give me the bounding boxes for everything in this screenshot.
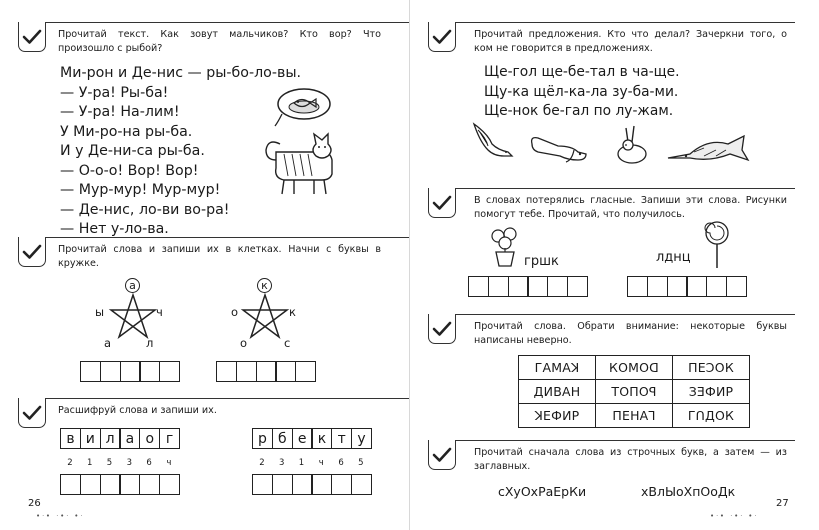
sentences <box>484 63 680 122</box>
task-header <box>410 440 795 478</box>
table-cell: ПЕНАꓶ <box>596 404 673 428</box>
paw-prints: •ᐧ• ᐧ•ᐧ •ᐧ <box>36 512 85 520</box>
missing-vowels-word: лднц <box>656 250 691 265</box>
table-cell: ПЕꓛОК <box>673 356 750 380</box>
missing-vowels-word: гршк <box>524 254 559 269</box>
puppy-illustration <box>528 132 590 166</box>
sentence: Ще-нок бе-гал по лу-жам. <box>484 103 674 119</box>
cipher-digit: 6 <box>146 458 152 468</box>
answer-cells[interactable] <box>627 276 746 297</box>
right-page <box>410 0 819 530</box>
lollipop-icon <box>703 220 731 270</box>
answer-cells[interactable] <box>60 474 179 495</box>
star-letter: о <box>240 336 248 350</box>
task-instruction: Прочитай слова и запиши их в клетках. Начни с буквы в кружке. <box>58 244 381 269</box>
answer-cells[interactable] <box>468 276 587 297</box>
page-number: 27 <box>776 498 789 509</box>
cipher-digit: 3 <box>278 458 285 468</box>
task-instruction: В словах потерялись гласные. Запиши эти слова. Рисунки помогут тебе. Прочитай, что получилось. <box>474 195 787 220</box>
star-letter: ч <box>156 305 163 319</box>
page-number: 26 <box>28 498 41 509</box>
cipher-letter: т <box>331 428 352 449</box>
star-letter: о <box>231 305 239 319</box>
answer-cells[interactable] <box>216 361 315 382</box>
checkmark-icon <box>18 398 46 428</box>
left-page <box>0 0 409 530</box>
cipher-digit: 3 <box>126 458 132 468</box>
cipher-letter: л <box>100 428 121 449</box>
bird-illustration <box>468 120 516 162</box>
cipher-letter: у <box>351 428 372 449</box>
poem-line: — О-о-о! Вор! Вор! <box>60 162 199 179</box>
poem-line: — У-ра! Ры-ба! <box>60 84 169 101</box>
cipher-letter: б <box>272 428 293 449</box>
checkmark-icon <box>428 22 456 52</box>
start-letter-circle: а <box>125 278 140 293</box>
rabbit-illustration <box>610 124 650 166</box>
star-letter: ы <box>95 305 105 319</box>
scrambled-word: сХуОхРаЕрКи <box>498 484 587 499</box>
cipher-digit: ч <box>166 458 172 468</box>
answer-cells[interactable] <box>252 474 371 495</box>
fish-bubble-illustration <box>272 86 334 128</box>
sentence: Щу-ка щёл-ка-ла зу-ба-ми. <box>484 83 679 100</box>
checkmark-icon <box>428 440 456 470</box>
checkmark-icon <box>18 22 46 52</box>
table-cell: ДИВАН <box>519 380 596 404</box>
table-cell: КОМОꓷ <box>596 356 673 380</box>
star-letter: с <box>284 336 291 350</box>
table-row <box>519 356 750 380</box>
task-instruction: Прочитай слова. Обрати внимание: некоторые буквы написаны неверно. <box>474 321 787 346</box>
task-header <box>0 22 409 60</box>
cipher-letters <box>60 428 179 449</box>
star-icon <box>240 293 290 339</box>
task-header <box>0 237 409 275</box>
scrambled-word: хВлЫоХпОоДк <box>641 484 736 499</box>
cat-illustration <box>260 130 340 198</box>
star-letter: к <box>289 305 296 319</box>
task-header <box>410 314 795 352</box>
poem-line: Ми-рон и Де-нис — ры-бо-ло-вы. <box>60 65 302 81</box>
table-cell: ГАМАꓘ <box>519 356 596 380</box>
pike-fish-illustration <box>664 128 750 170</box>
task-instruction: Прочитай предложения. Кто что делал? Зачеркни того, о ком не говорится в предложениях. <box>474 29 787 54</box>
flowerpot-icon <box>488 226 522 268</box>
table-row <box>519 380 750 404</box>
cipher-letter: г <box>159 428 180 449</box>
word-table <box>518 355 750 428</box>
table-cell: ТОПОꟼ <box>596 380 673 404</box>
task-header <box>410 22 795 60</box>
checkmark-icon <box>18 237 46 267</box>
cipher-digit: ч <box>318 458 324 468</box>
poem-line: — У-ра! На-лим! <box>60 104 180 120</box>
cipher-digit: 5 <box>106 458 113 468</box>
poem-line: — Нет у-ло-ва. <box>60 221 169 237</box>
cipher-letter: о <box>139 428 160 449</box>
star-icon <box>108 293 158 339</box>
start-letter-circle: к <box>257 278 272 293</box>
cipher-letter: в <box>60 428 81 449</box>
star-letter: а <box>104 336 112 350</box>
poem-line: У Ми-ро-на ры-ба. <box>60 123 193 140</box>
cipher-digit: 1 <box>298 458 305 468</box>
cipher-digits <box>252 458 371 468</box>
cipher-letter: и <box>80 428 101 449</box>
paw-prints: •ᐧ• ᐧ•ᐧ •ᐧ <box>710 512 759 520</box>
task-instruction: Расшифруй слова и запиши их. <box>58 405 217 416</box>
sentence: Ще-гол ще-бе-тал в ча-ще. <box>484 64 680 80</box>
cipher-digits <box>60 458 179 468</box>
checkmark-icon <box>428 188 456 218</box>
cipher-digit: 6 <box>338 458 344 468</box>
cipher-digit: 2 <box>67 458 73 468</box>
table-cell: ꓘЕФИР <box>519 404 596 428</box>
star-letter: л <box>146 336 154 350</box>
task-instruction: Прочитай текст. Как зовут мальчиков? Кто вор? Что произошло с рыбой? <box>58 29 381 54</box>
cipher-letter: а <box>119 428 140 449</box>
cipher-digit: 2 <box>259 458 265 468</box>
table-cell: ЗƎФИР <box>673 380 750 404</box>
poem-line: — Де-нис, ло-ви во-ра! <box>60 201 230 218</box>
cipher-letter: е <box>292 428 313 449</box>
cipher-digit: 5 <box>358 458 364 468</box>
cipher-letters <box>252 428 371 449</box>
task-header <box>410 188 795 226</box>
checkmark-icon <box>428 314 456 344</box>
cipher-digit: 1 <box>86 458 93 468</box>
answer-cells[interactable] <box>80 361 179 382</box>
cipher-letter: к <box>311 428 332 449</box>
table-row <box>519 404 750 428</box>
poem-line: И у Де-ни-са ры-ба. <box>60 143 205 159</box>
task-instruction: Прочитай сначала слова из строчных букв, а затем — из заглавных. <box>474 447 787 472</box>
cipher-letter: р <box>252 428 273 449</box>
poem-line: — Мур-мур! Мур-мур! <box>60 182 221 198</box>
table-cell: ГꓵДОК <box>673 404 750 428</box>
